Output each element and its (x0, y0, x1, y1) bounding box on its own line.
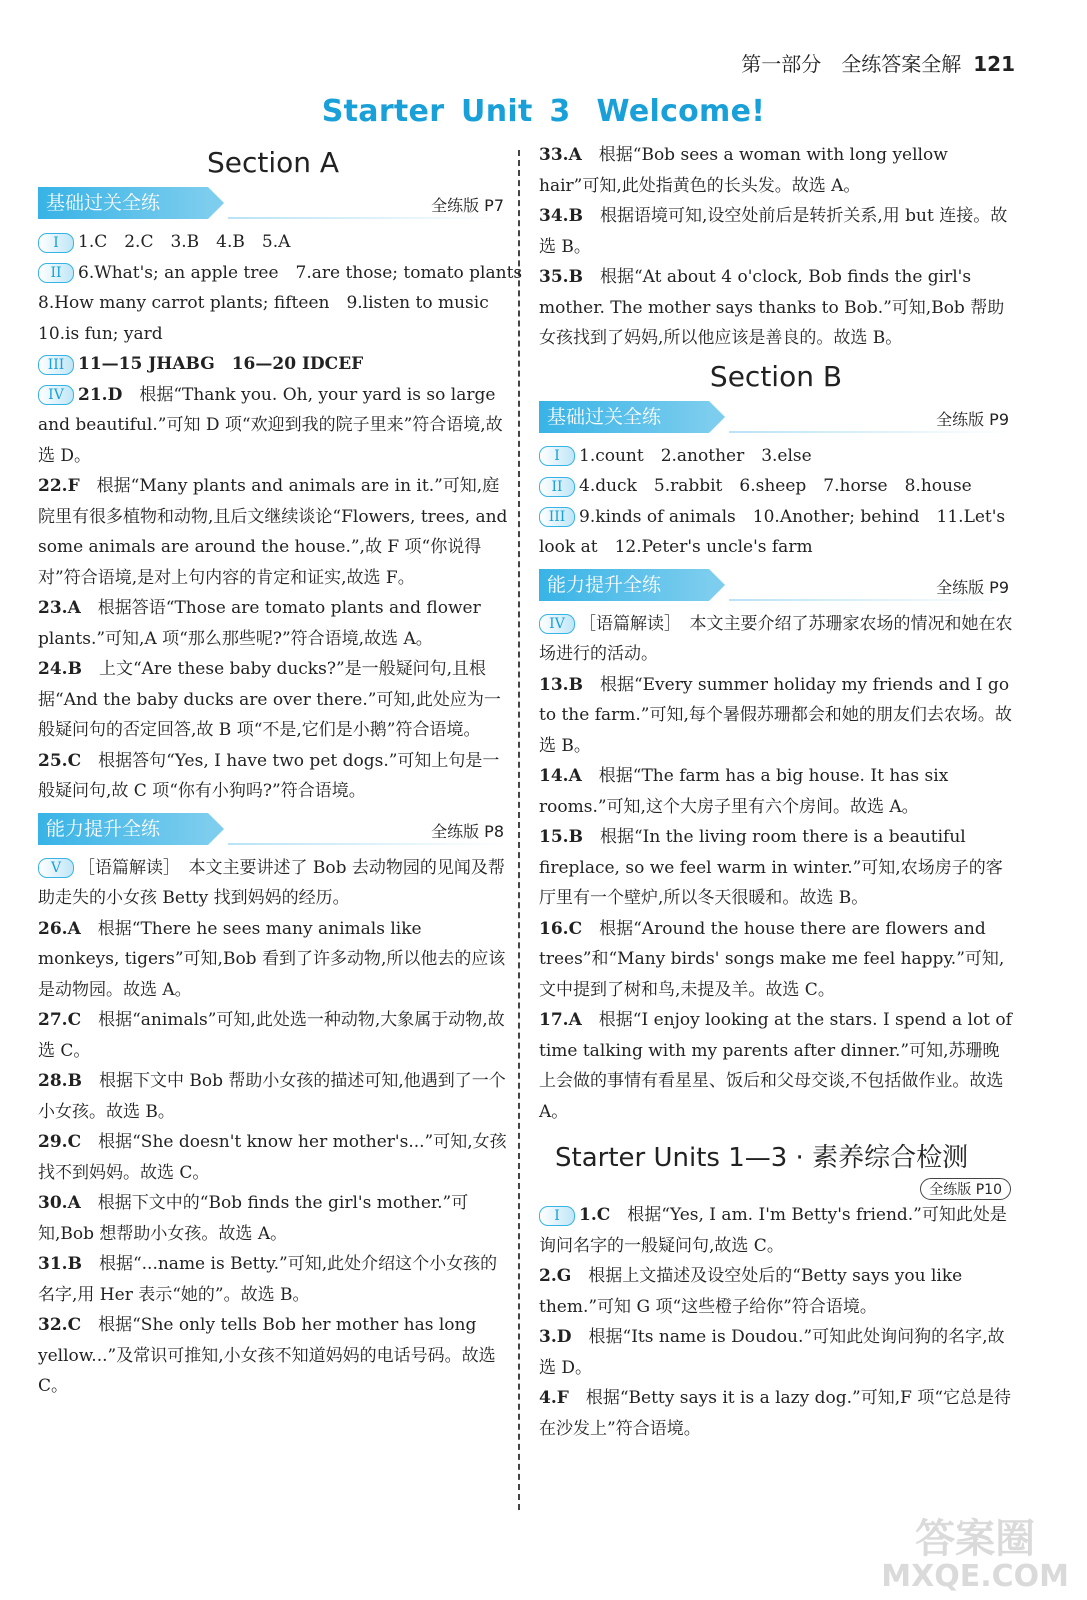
summary-text: ［语篇解读］ 本文主要介绍了苏珊家农场的情况和她在农场进行的活动。 (539, 613, 1013, 664)
roman-badge: I (539, 446, 575, 466)
roman-badge: V (38, 858, 74, 878)
answer-text: 6.What's; an apple tree 7.are those; tomato plants (78, 262, 523, 283)
answer-text: 11—15 JHABG 16—20 IDCEF (78, 354, 364, 374)
answer-number: 1.C (579, 1205, 611, 1225)
answer-number: 21.D (78, 384, 123, 405)
answer-item (539, 1322, 1013, 1383)
answer-explanation: 根据“In the living room there is a beautiful fireplace, so we feel warm in winter.”可知,农场房子的客厅里有一个壁炉,所以冬天很暖和。故选 B。 (539, 827, 1003, 908)
answer-explanation: 根据答句“Yes, I have two pet dogs.”可知上句是一般疑问句,故 C 项“你有小狗吗?”符合语境。 (38, 750, 500, 801)
banner-ref: 全练版 P7 (431, 196, 504, 215)
answer-line (539, 471, 1013, 502)
answer-line (38, 288, 508, 319)
answer-item (539, 1383, 1013, 1444)
answer-item (38, 1066, 508, 1127)
answer-number: 30.A (38, 1193, 81, 1213)
banner-rule (729, 599, 1013, 601)
answer-explanation: 根据“Around the house there are flowers and trees”和“Many birds' songs make me feel happy.”可知,文中提到了树和鸟,未提及羊。故选 C。 (539, 918, 1005, 1000)
banner-rule (729, 431, 1013, 433)
left-column (38, 140, 523, 1402)
units-test-title: Starter Units 1—3 · 素养综合检测 (555, 1143, 969, 1173)
answer-explanation: 根据“Betty says it is a lazy dog.”可知,F 项“它总是待在沙发上”符合语境。 (539, 1388, 1012, 1439)
answer-item (539, 761, 1013, 822)
answer-number: 28.B (38, 1071, 82, 1091)
answer-text: 9.kinds of animals 10.Another; behind 11.Let's (579, 506, 1006, 527)
answer-item (38, 1188, 508, 1249)
answer-number: 2.G (539, 1266, 572, 1286)
answer-explanation: 根据“She doesn't know her mother's...”可知,女孩找不到妈妈。故选 C。 (38, 1132, 507, 1183)
banner-ref: 全练版 P9 (936, 409, 1009, 429)
answer-number: 34.B (539, 206, 583, 226)
section-a-heading: Section A (206, 146, 340, 179)
banner-advanced-a (38, 813, 508, 845)
answer-number: 3.D (539, 1327, 572, 1347)
answer-number: 17.A (539, 1010, 582, 1030)
answer-number: 4.F (539, 1388, 569, 1408)
answer-item (539, 914, 1013, 1006)
answer-line (38, 319, 508, 350)
answer-line (539, 532, 1013, 563)
answer-item (539, 201, 1013, 262)
page-number: 121 (973, 52, 1015, 76)
passage-summary (38, 853, 508, 914)
passage-summary (539, 609, 1013, 670)
roman-badge: III (38, 355, 74, 375)
answer-line (539, 502, 1013, 533)
answer-explanation: 根据答语“Those are tomato plants and flower plants.”可知,A 项“那么那些呢?”符合语境,故选 A。 (38, 598, 481, 649)
answer-number: 29.C (38, 1132, 82, 1152)
units-test-ref: 全练版 P10 (920, 1178, 1011, 1200)
banner-rule (228, 843, 508, 845)
answer-explanation: 根据“Thank you. Oh, your yard is so large and beautiful.”可知 D 项“欢迎到我的院子里来”符合语境,故选 D。 (38, 384, 503, 466)
roman-badge: III (539, 507, 575, 527)
answer-item (38, 914, 508, 1006)
answer-explanation: 根据下文中的“Bob finds the girl's mother.”可知,Bob 想帮助小女孩。故选 A。 (38, 1193, 469, 1244)
answer-number: 14.A (539, 766, 582, 786)
answer-item (38, 746, 508, 807)
answer-item (539, 670, 1013, 762)
answer-line (38, 227, 508, 258)
answer-text: look at 12.Peter's uncle's farm (539, 537, 813, 557)
watermark (881, 1516, 1069, 1592)
unit-title (0, 94, 1087, 129)
watermark-url: MXQE.COM (881, 1559, 1069, 1594)
answer-item (539, 1200, 1013, 1261)
answer-text: 10.is fun; yard (38, 323, 163, 344)
answer-explanation: 根据“Yes, I am. I'm Betty's friend.”可知此处是询问名字的一般疑问句,故选 C。 (539, 1205, 1007, 1256)
answer-explanation: 根据“I enjoy looking at the stars. I spend a lot of time talking with my parents after dinner.”可知,苏珊晚上会做的事情有看星星、饭后和父母交谈,不包括做作业。故选 A。 (539, 1010, 1012, 1122)
summary-text: ［语篇解读］ 本文主要讲述了 Bob 去动物园的见闻及帮助走失的小女孩 Betty 找到妈妈的经历。 (38, 857, 505, 908)
answer-explanation: 根据上文描述及设空处后的“Betty says you like them.”可知 G 项“这些橙子给你”符合语境。 (539, 1266, 963, 1317)
answer-number: 27.C (38, 1010, 82, 1030)
banner-ref: 全练版 P8 (431, 821, 504, 841)
column-divider (518, 150, 520, 1510)
answer-number: 25.C (38, 750, 82, 771)
answer-item (38, 1127, 508, 1188)
answer-item (539, 140, 1013, 201)
banner-basic-b (539, 401, 1013, 433)
answer-number: 33.A (539, 145, 582, 165)
answer-explanation: 根据“Its name is Doudou.”可知此处询问狗的名字,故选 D。 (539, 1327, 1005, 1378)
answer-explanation: 根据语境可知,设空处前后是转折关系,用 but 连接。故选 B。 (539, 206, 1008, 257)
answer-explanation: 根据“She only tells Bob her mother has long yellow...”及常识可推知,小女孩不知道妈妈的电话号码。故选 C。 (38, 1315, 496, 1396)
banner-label: 能力提升全练 (38, 813, 208, 845)
answer-explanation: 上文“Are these baby ducks?”是一般疑问句,且根据“And the baby ducks are over there.”可知,此处应为一般疑问句的否定回答,故 B 项“不是,它们是小鹅”符合语境。 (38, 659, 501, 740)
answer-number: 13.B (539, 674, 583, 695)
answer-text: 8.How many carrot plants; fifteen 9.listen to music (38, 293, 489, 313)
banner-basic-a (38, 187, 508, 219)
answer-explanation: 根据“Bob sees a woman with long yellow hair”可知,此处指黄色的长头发。故选 A。 (539, 145, 948, 196)
answer-explanation: 根据下文中 Bob 帮助小女孩的描述可知,他遇到了一个小女孩。故选 B。 (38, 1071, 506, 1122)
roman-badge: IV (539, 614, 575, 634)
unit-title-right: Welcome! (596, 94, 766, 129)
roman-badge: IV (38, 385, 74, 405)
answer-number: 24.B (38, 659, 82, 679)
answer-number: 35.B (539, 267, 583, 287)
answer-explanation: 根据“Every summer holiday my friends and I go to the farm.”可知,每个暑假苏珊都会和她的朋友们去农场。故选 B。 (539, 674, 1012, 756)
answer-number: 15.B (539, 827, 583, 847)
answer-line (38, 349, 508, 380)
answer-item (539, 1261, 1013, 1322)
answer-number: 16.C (539, 918, 583, 939)
answer-explanation: 根据“animals”可知,此处选一种动物,大象属于动物,故选 C。 (38, 1010, 505, 1061)
answer-item (539, 262, 1013, 354)
roman-badge: II (38, 263, 74, 283)
banner-label: 基础过关全练 (539, 401, 709, 433)
answer-number: 31.B (38, 1254, 82, 1274)
answer-item (38, 593, 508, 654)
answer-number: 22.F (38, 476, 80, 496)
answer-explanation: 根据“Many plants and animals are in it.”可知,庭院里有很多植物和动物,且后文继续谈论“Flowers, trees, and some animals are around the house.”,故 F 项“你说得对”符合语境,是对上句内容的肯定和证实,故选 F。 (38, 476, 508, 588)
answer-item (38, 1310, 508, 1402)
roman-badge: II (539, 477, 575, 497)
answer-line (539, 441, 1013, 472)
answer-number: 23.A (38, 598, 81, 618)
roman-badge: I (38, 233, 74, 253)
answer-item (539, 1005, 1013, 1127)
answer-text: 4.duck 5.rabbit 6.sheep 7.horse 8.house (579, 476, 972, 496)
unit-title-left: Starter Unit 3 (321, 94, 571, 129)
answer-explanation: 根据“At about 4 o'clock, Bob finds the girl's mother. The mother says thanks to Bob.”可知,Bob 帮助女孩找到了妈妈,所以他应该是善良的。故选 B。 (539, 267, 1005, 348)
banner-rule (228, 217, 508, 219)
answer-item (38, 1005, 508, 1066)
header-text: 第一部分 全练答案全解 (741, 52, 962, 76)
page-header (741, 48, 1015, 77)
banner-label: 基础过关全练 (38, 187, 208, 219)
answer-text: 1.count 2.another 3.else (579, 445, 812, 466)
answer-text: 1.C 2.C 3.B 4.B 5.A (78, 232, 291, 252)
answer-number: 26.A (38, 918, 81, 939)
answer-explanation: 根据“There he sees many animals like monkeys, tigers”可知,Bob 看到了许多动物,所以他去的应该是动物园。故选 A。 (38, 918, 506, 1000)
answer-line (38, 258, 523, 289)
banner-advanced-b (539, 569, 1013, 601)
section-b-heading: Section B (709, 359, 843, 393)
answer-item (38, 1249, 508, 1310)
answer-explanation: 根据“...name is Betty.”可知,此处介绍这个小女孩的名字,用 Her 表示“她的”。故选 B。 (38, 1254, 498, 1305)
answer-item (38, 471, 508, 593)
answer-explanation: 根据“The farm has a big house. It has six rooms.”可知,这个大房子里有六个房间。故选 A。 (539, 766, 949, 817)
answer-item (38, 654, 508, 746)
answer-number: 32.C (38, 1315, 82, 1335)
banner-label: 能力提升全练 (539, 569, 709, 601)
answer-item (38, 380, 508, 472)
right-column (539, 140, 1013, 1444)
banner-ref: 全练版 P9 (936, 577, 1009, 597)
answer-item (539, 822, 1013, 914)
watermark-logo: 答案圈 (915, 1516, 1036, 1562)
roman-badge: I (539, 1206, 575, 1226)
